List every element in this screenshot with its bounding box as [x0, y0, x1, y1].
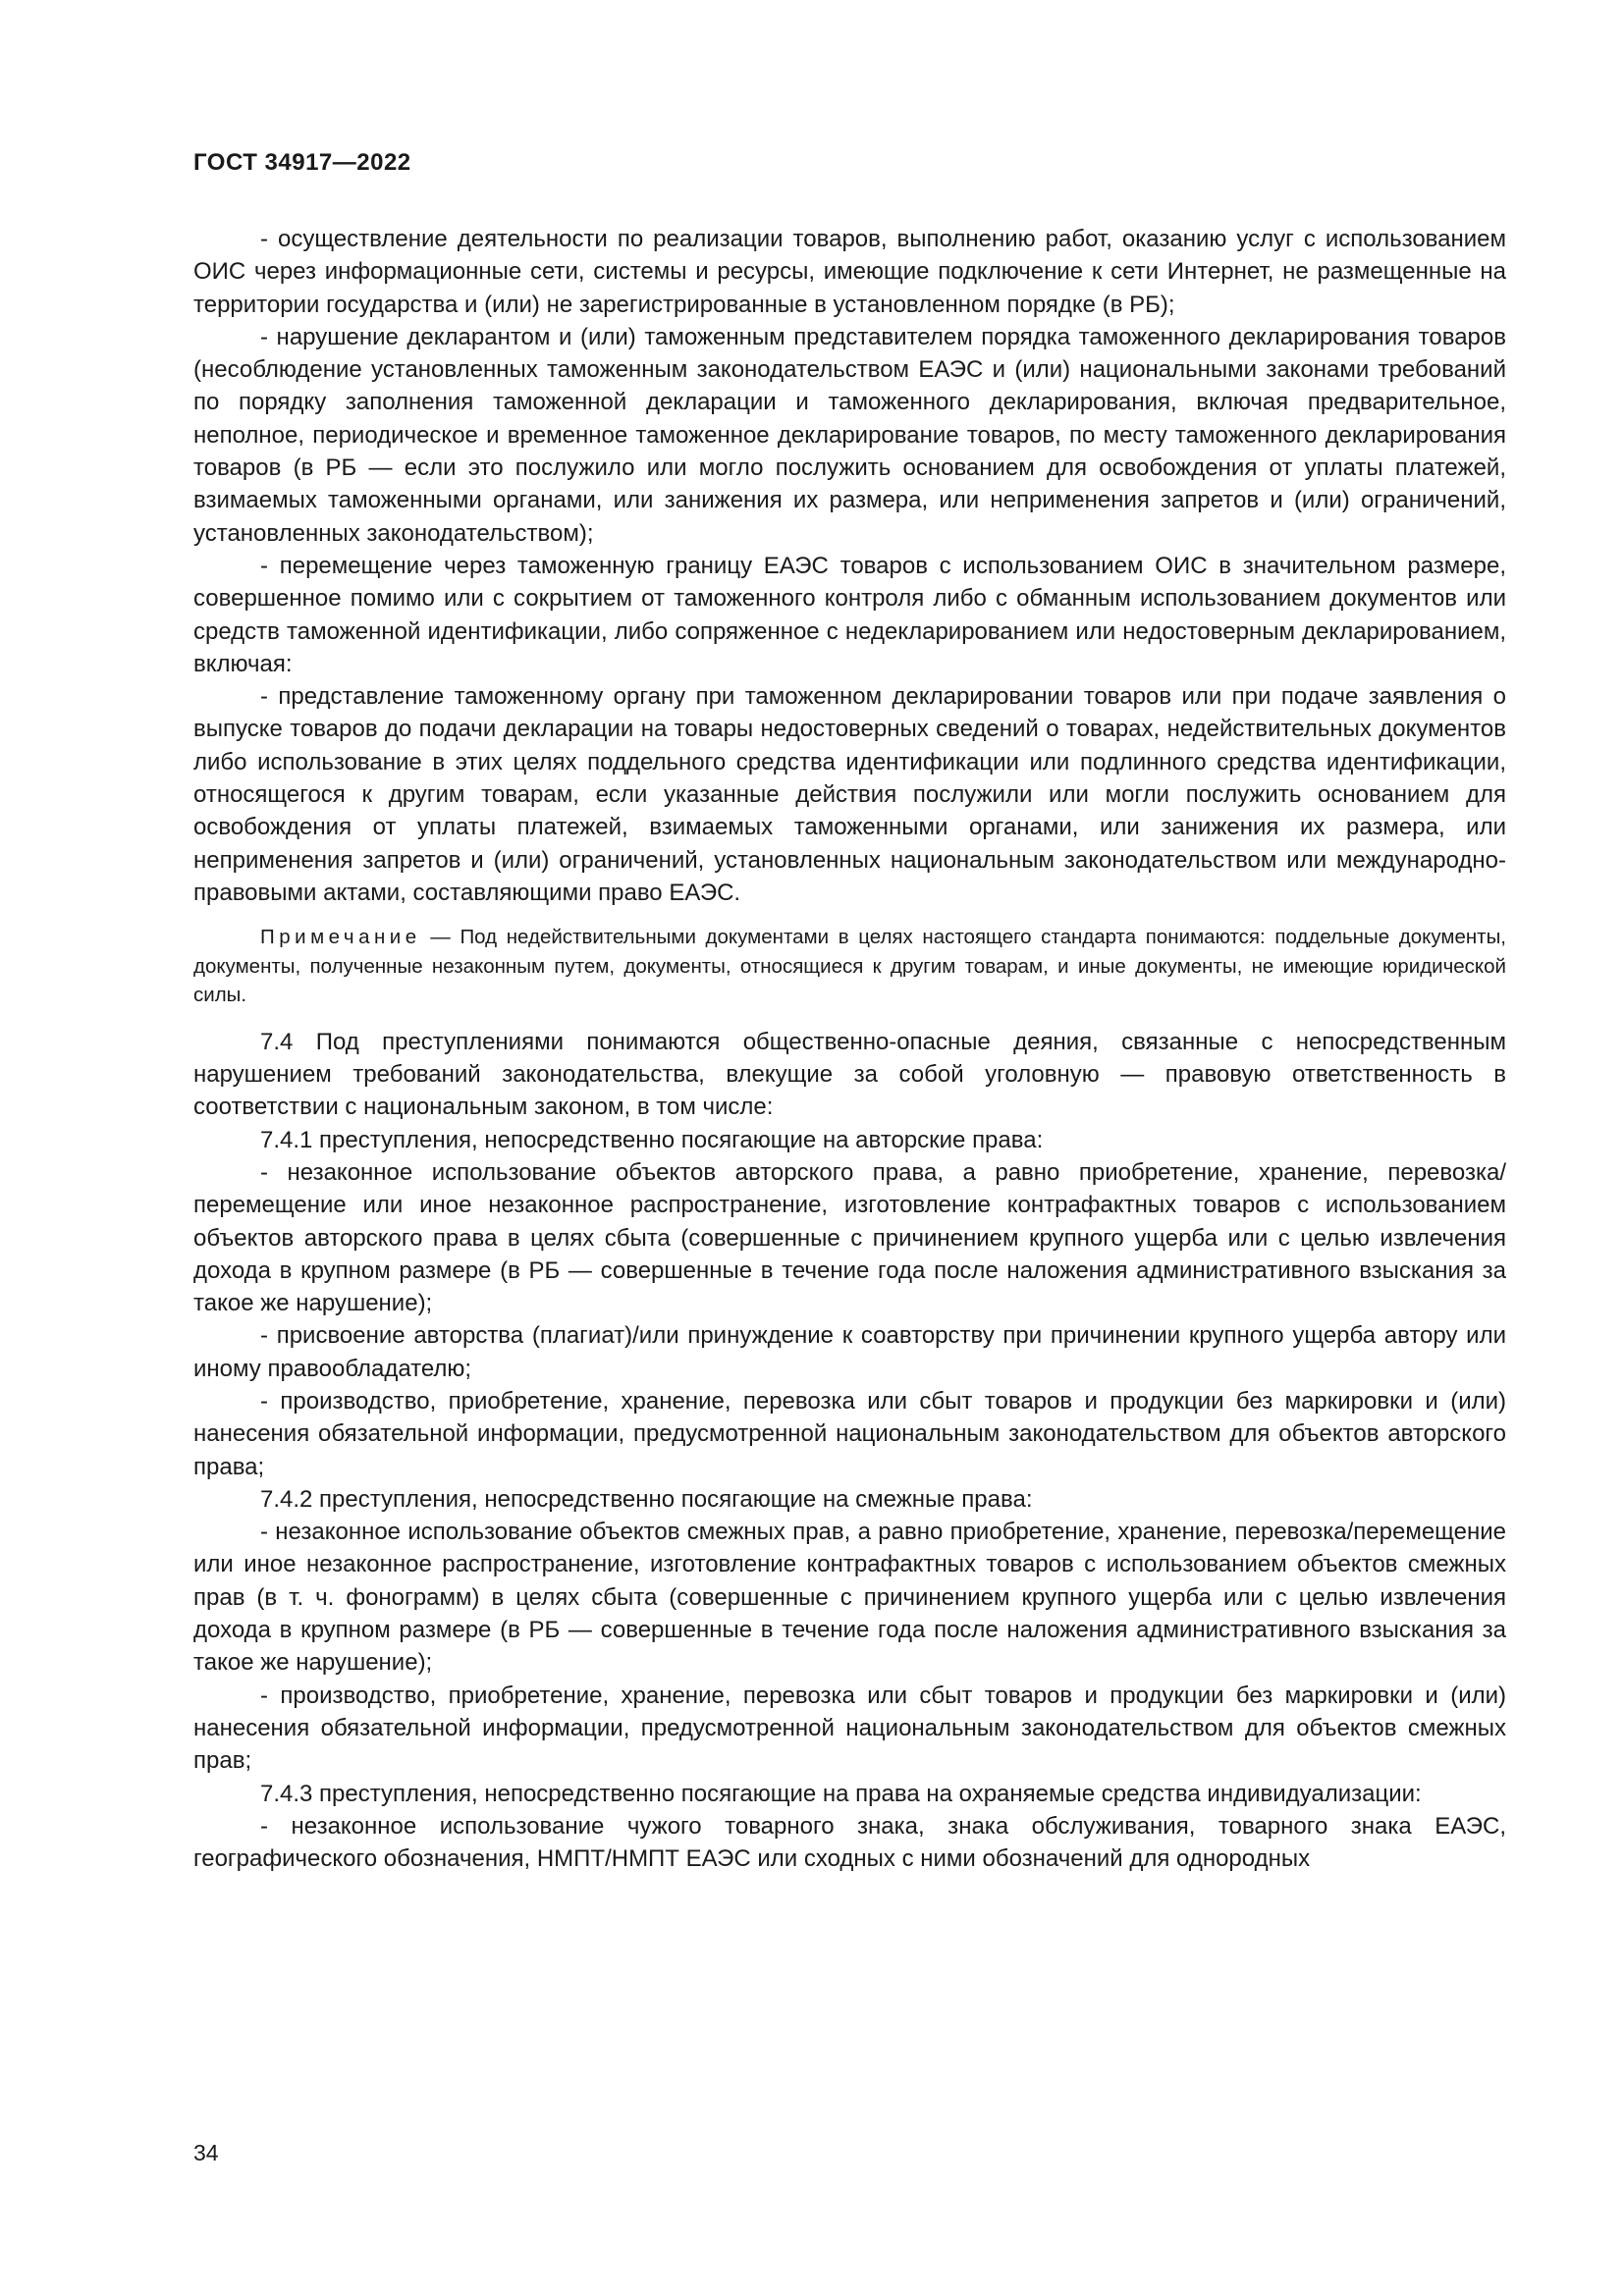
paragraph-item: - производство, приобретение, хранение, перевозка или сбыт товаров и продукции без маркировки и (или) нанесения обязательной информации, предусмотренной национальным законодательством для объектов авторского права; [193, 1388, 1506, 1480]
paragraph-item: - незаконное использование чужого товарного знака, знака обслуживания, товарного знака ЕАЭС, географического обозначения, НМПТ/НМПТ ЕАЭС или сходных с ними обозначений для однородных [193, 1812, 1506, 1873]
paragraph-item: 7.4.1 преступления, непосредственно посягающие на авторские права: [260, 1126, 1044, 1153]
page-number: 34 [193, 2140, 219, 2165]
paragraph-item: - производство, приобретение, хранение, перевозка или сбыт товаров и продукции без маркировки и (или) нанесения обязательной информации, предусмотренной национальным законодательством для объектов смежных прав; [193, 1682, 1506, 1775]
paragraph-item: - присвоение авторства (плагиат)/или принуждение к соавторству при причинении крупного ущерба автору или иному правообладателю; [193, 1322, 1506, 1382]
note-label: Примечание [260, 926, 421, 949]
paragraph-item: - нарушение декларантом и (или) таможенным представителем порядка таможенного декларирования товаров (несоблюдение установленных таможенным законодательством ЕАЭС и (или) национальными законами требований по порядку заполнения таможенной декларации и таможенного декларирования, включая предварительное, неполное, периодическое и временное таможенное декларирование товаров, по месту таможенного декларирования товаров (в РБ — если это послужило или могло послужить основанием для освобождения от уплаты платежей, взимаемых таможенными органами, или занижения их размера, или неприменения запретов и (или) ограничений, установленных законодательством); [193, 323, 1506, 547]
paragraph-item: 7.4 Под преступлениями понимаются общественно-опасные деяния, связанные с непосредственным нарушением требований законодательства, влекущие за собой уголовную — правовую ответственность в соответствии с национальным законом, в том числе: [193, 1028, 1506, 1121]
paragraph-item: - представление таможенному органу при таможенном декларировании товаров или при подаче заявления о выпуске товаров до подачи декларации на товары недостоверных сведений о товарах, недействительных документов либо использование в этих целях поддельного средства идентификации или подлинного средства идентификации, относящегося к другим товарам, если указанные действия послужили или могли послужить основанием для освобождения от уплаты платежей, взимаемых таможенными органами, или занижения их размера, или неприменения запретов и (или) ограничений, установленных национальным законодательством или международно-правовыми актами, составляющими право ЕАЭС. [193, 683, 1506, 906]
document-header: ГОСТ 34917—2022 [193, 149, 411, 176]
paragraph-item: 7.4.2 преступления, непосредственно посягающие на смежные права: [260, 1485, 1033, 1513]
paragraph-item: - перемещение через таможенную границу ЕАЭС товаров с использованием ОИС в значительном размере, совершенное помимо или с сокрытием от таможенного контроля либо с обманным использованием документов или средств таможенной идентификации, либо сопряженное с недекларированием или недостоверным декларированием, включая: [193, 552, 1506, 677]
paragraph-item: 7.4.3 преступления, непосредственно посягающие на права на охраняемые средства индивидуализации: [260, 1780, 1422, 1807]
paragraph-item: - осуществление деятельности по реализации товаров, выполнению работ, оказанию услуг с использованием ОИС через информационные сети, системы и ресурсы, имеющие подключение к сети Интернет, не размещенные на территории государства и (или) не зарегистрированные в установленном порядке (в РБ); [193, 226, 1506, 318]
note-text: — Под недействительными документами в целях настоящего стандарта понимаются: поддельные документы, документы, полученные незаконным путем, документы, относящиеся к другим товарам, и иные документы, не имеющие юридической силы. [193, 926, 1506, 1007]
paragraph-item: - незаконное использование объектов авторского права, а равно приобретение, хранение, перевозка/перемещение или иное незаконное распространение, изготовление контрафактных товаров с использованием объектов авторского права в целях сбыта (совершенные с причинением крупного ущерба или с целью извлечения дохода в крупном размере (в РБ — совершенные в течение года после наложения административного взыскания за такое же нарушение); [193, 1158, 1506, 1317]
note-block [193, 923, 1506, 1010]
paragraph-item: - незаконное использование объектов смежных прав, а равно приобретение, хранение, перевозка/перемещение или иное незаконное распространение, изготовление контрафактных товаров с использованием объектов смежных прав (в т. ч. фонограмм) в целях сбыта (совершенные с причинением крупного ущерба или с целью извлечения дохода в крупном размере (в РБ — совершенные в течение года после наложения административного взыскания за такое же нарушение); [193, 1519, 1506, 1677]
document-body [193, 223, 1506, 1875]
